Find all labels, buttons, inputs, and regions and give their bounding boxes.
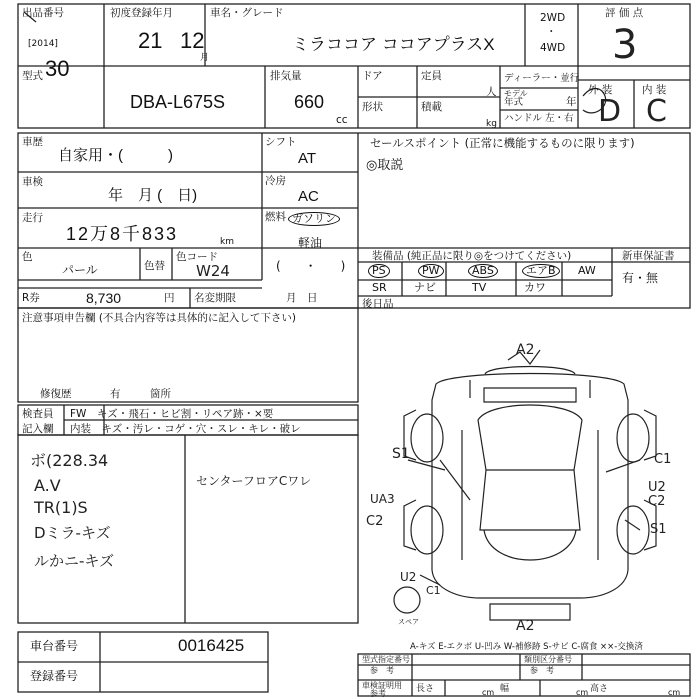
capacity-unit: 人 (486, 86, 497, 98)
width-label: 幅 (500, 684, 510, 694)
load-label: 積載 (421, 101, 442, 113)
color-code-value: W24 (196, 262, 230, 280)
ac-label: 冷房 (265, 175, 286, 187)
equipment-airbag: エアB (522, 264, 560, 278)
registration-month: 12 (180, 28, 205, 53)
repair-history-value: 有 (110, 388, 121, 400)
sales-point-label: セールスポイント (正常に機能するものに限ります) (370, 136, 635, 150)
fuel-label: 燃料 (265, 211, 286, 223)
mileage-unit: km (220, 237, 234, 247)
handle-label: ハンドル 左・右 (504, 113, 574, 124)
height-unit: cm (668, 688, 681, 697)
inspector-row-1: FW キズ・飛石・ヒビ割・リペア跡・×要 (70, 408, 274, 420)
displacement-value: 660 (294, 92, 325, 112)
diagram-mark-s1-right: S1 (650, 522, 667, 537)
length-unit: cm (482, 688, 495, 697)
color-value: パール (62, 263, 98, 277)
warranty-value: 有・無 (622, 271, 659, 285)
interior-grade: C (646, 94, 667, 129)
registration-number-label: 登録番号 (30, 669, 79, 683)
door-label: ドア (362, 70, 383, 82)
grade-value: 3 (612, 22, 638, 68)
diagram-mark-a2-top: A2 (516, 342, 535, 358)
name-change-label: 名変期限 (194, 292, 236, 304)
reg-cert-ref: 参考 (370, 689, 386, 698)
fuel-value-other: ( ・ ) (276, 259, 346, 273)
capacity-label: 定員 (421, 70, 442, 82)
lot-number: 30 (45, 56, 70, 81)
displacement-label: 排気量 (270, 70, 302, 82)
car-diagram (394, 350, 656, 620)
exterior-grade: D (598, 94, 622, 129)
width-unit: cm (576, 688, 589, 697)
recycle-label: R券 (22, 292, 40, 304)
record-label: 記入欄 (22, 423, 54, 435)
equipment-abs: ABS (468, 264, 498, 278)
load-unit: kg (486, 119, 497, 129)
shift-label: シフト (265, 136, 297, 148)
diagram-mark-u2-right: U2 (648, 480, 666, 495)
diagram-mark-s1-left: S1 (392, 446, 410, 462)
dealer-label: ディーラー・並行 (504, 73, 580, 84)
mileage-label: 走行 (22, 212, 43, 224)
diagram-mark-ua3: UA3 (370, 492, 395, 506)
inspector-row-2: 内装 キズ・汚レ・コゲ・穴・スレ・キレ・破レ (70, 423, 301, 435)
spare-tire-label: スペア (398, 618, 419, 626)
equipment-pw: PW (418, 264, 444, 278)
registration-month-unit: 月 (200, 53, 210, 63)
handwritten-line-3: TR(1)S (34, 498, 88, 517)
registration-year: 21 (138, 28, 163, 53)
exterior-label: 外 装 (588, 84, 613, 96)
diagram-mark-u2-rear: U2 (400, 570, 417, 584)
repair-place-label: 箇所 (150, 388, 171, 400)
mileage-value: 12万8千833 (66, 224, 179, 244)
handwritten-right-1: センターフロアCワレ (196, 474, 312, 488)
color-label: 色 (22, 251, 33, 263)
type-designation-ref: 参 考 (370, 666, 394, 675)
shape-label: 形状 (362, 101, 383, 113)
inspection-value: 年 月 ( 日) (108, 187, 198, 204)
chassis-number: 0016425 (178, 636, 245, 655)
equipment-tv: TV (472, 281, 487, 294)
notes-label: 注意事項申告欄 (不具合内容等は具体的に記入して下さい) (22, 312, 297, 324)
type-designation-label: 型式指定番号 (362, 655, 410, 664)
history-label: 車歴 (22, 136, 43, 148)
equipment-sr: SR (372, 281, 387, 294)
length-label: 長さ (416, 684, 435, 694)
displacement-unit: cc (336, 114, 348, 126)
equipment-navi: ナビ (414, 281, 436, 294)
model-year-label-2: 年式 (504, 97, 524, 108)
model-year-unit: 年 (566, 96, 577, 108)
reg-cert-label: 車検証明用 (362, 681, 402, 690)
equipment-label: 装備品 (純正品に限り◎をつけてください) (372, 250, 572, 262)
year-mark: [2014] (28, 39, 58, 49)
handwritten-line-1: ボ(228.34 (30, 451, 109, 470)
diagram-mark-c1-right: C1 (654, 452, 672, 467)
diagram-mark-c2-right: C2 (648, 494, 666, 509)
recycle-value: 8,730 (86, 290, 122, 306)
damage-legend: A-キズ E-エクボ U-凹み W-補修跡 S-サビ C-腐食 ××-交換済 (410, 642, 643, 652)
color-number-label: 色替 (144, 260, 165, 272)
handwritten-line-4: Dミラ-キズ (34, 524, 111, 542)
drive-4wd: 4WD (540, 42, 566, 54)
lot-number-label: 出品番号 (22, 7, 64, 19)
recycle-unit: 円 (164, 292, 175, 304)
handwritten-line-5: ルかニ-キズ (34, 552, 115, 570)
diagram-mark-c2-left: C2 (366, 514, 384, 529)
post-delivery-label: 後日品 (362, 298, 394, 310)
color-code-label: 色コード (176, 251, 218, 263)
interior-label: 内 装 (642, 84, 667, 96)
classification-ref: 参 考 (530, 666, 554, 675)
history-value: 自家用・( ) (58, 147, 173, 164)
fuel-value-gasoline: ガソリン (288, 212, 340, 226)
diagram-mark-a2-bottom: A2 (516, 618, 535, 634)
classification-label: 類別区分番号 (524, 655, 572, 664)
ac-value: AC (298, 188, 319, 205)
inspection-label: 車検 (22, 176, 43, 188)
first-registration-label: 初度登録年月 (110, 7, 173, 19)
warranty-label: 新車保証書 (622, 250, 675, 262)
model-year-label-1: モデル (504, 89, 528, 98)
drive-separator: ・ (546, 26, 557, 38)
model-value: DBA-L675S (130, 92, 226, 112)
height-label: 高さ (590, 684, 609, 694)
diagram-mark-c1-rear: C1 (426, 584, 441, 597)
equipment-ps: PS (368, 264, 390, 278)
sales-point-note: ◎取説 (366, 158, 404, 173)
drive-2wd: 2WD (540, 12, 566, 24)
name-change-value: 月 日 (286, 292, 318, 304)
equipment-leather: カワ (524, 281, 546, 294)
fuel-value-diesel: 軽油 (298, 236, 323, 250)
car-name: ミラココア ココアプラスX (292, 35, 495, 54)
shift-value: AT (298, 150, 317, 167)
model-label: 型式 (22, 70, 43, 82)
inspector-label: 検査員 (22, 408, 54, 420)
handwritten-line-2: A.V (34, 476, 61, 495)
car-name-label: 車名・グレード (210, 7, 284, 19)
equipment-aw: AW (578, 264, 596, 277)
repair-history-label: 修復歴 (40, 388, 72, 400)
grade-label: 評 価 点 (605, 7, 644, 19)
chassis-label: 車台番号 (30, 639, 79, 653)
